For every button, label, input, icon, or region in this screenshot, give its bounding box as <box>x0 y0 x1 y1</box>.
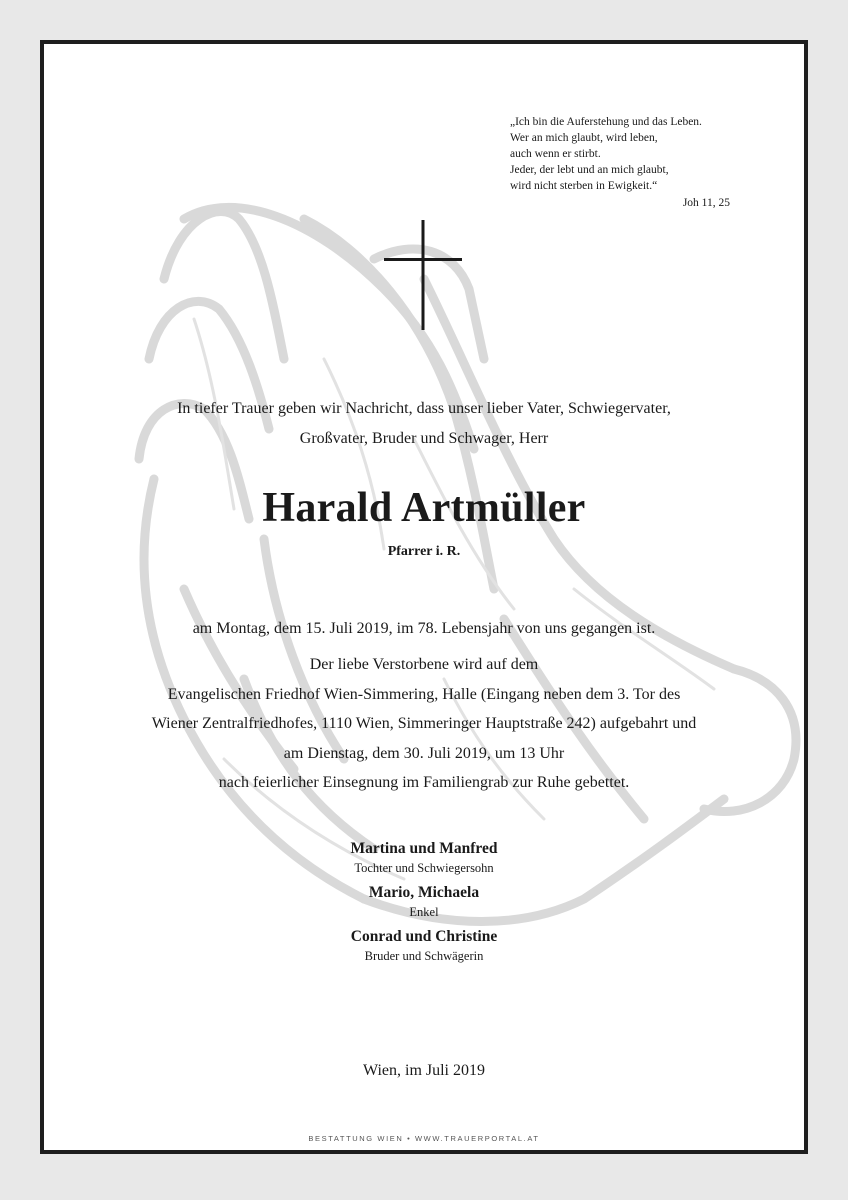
verse-reference: Joh 11, 25 <box>682 197 730 209</box>
details-line: Der liebe Verstorbene wird auf dem <box>309 656 539 673</box>
announcement-intro <box>44 394 804 454</box>
mourner-relation: Tochter und Schwiegersohn <box>354 861 494 875</box>
passing-statement: am Montag, dem 15. Juli 2019, im 78. Lebensjahr von uns gegangen ist. <box>192 620 656 637</box>
details-line: Wiener Zentralfriedhofes, 1110 Wien, Simmeringer Hauptstraße 242) aufgebahrt und <box>151 715 697 732</box>
verse-line: „Ich bin die Auferstehung und das Leben. <box>510 116 702 128</box>
mourner-name: Conrad und Christine <box>350 928 498 945</box>
mourner-name: Martina und Manfred <box>350 840 498 857</box>
verse-line: wird nicht sterben in Ewigkeit.“ <box>510 180 658 192</box>
mourners-list <box>44 838 804 970</box>
verse-line: Wer an mich glaubt, wird leben, <box>510 132 658 144</box>
intro-line: In tiefer Trauer geben wir Nachricht, dass unser lieber Vater, Schwiegervater, <box>177 400 671 417</box>
funeral-details <box>44 650 804 798</box>
intro-line: Großvater, Bruder und Schwager, Herr <box>299 430 549 447</box>
place-and-date: Wien, im Juli 2019 <box>362 1062 485 1079</box>
obituary-card <box>40 40 808 1154</box>
details-line: am Dienstag, dem 30. Juli 2019, um 13 Uhr <box>283 744 565 762</box>
details-line: nach feierlicher Einsegnung im Familiengrab zur Ruhe gebettet. <box>218 774 630 791</box>
mourner-relation: Bruder und Schwägerin <box>364 949 484 963</box>
mourner-relation: Enkel <box>409 905 439 919</box>
details-line: Evangelischen Friedhof Wien-Simmering, Halle (Eingang neben dem 3. Tor des <box>167 685 681 703</box>
verse-line: auch wenn er stirbt. <box>510 148 601 160</box>
mourner-name: Mario, Michaela <box>368 884 480 901</box>
footer-credit: BESTATTUNG WIEN • WWW.TRAUERPORTAL.AT <box>308 1134 540 1143</box>
bible-verse <box>510 114 730 211</box>
deceased-title: Pfarrer i. R. <box>387 544 461 559</box>
deceased-name: Harald Artmüller <box>262 485 586 531</box>
verse-line: Jeder, der lebt und an mich glaubt, <box>510 164 669 176</box>
cross-icon <box>384 220 464 330</box>
